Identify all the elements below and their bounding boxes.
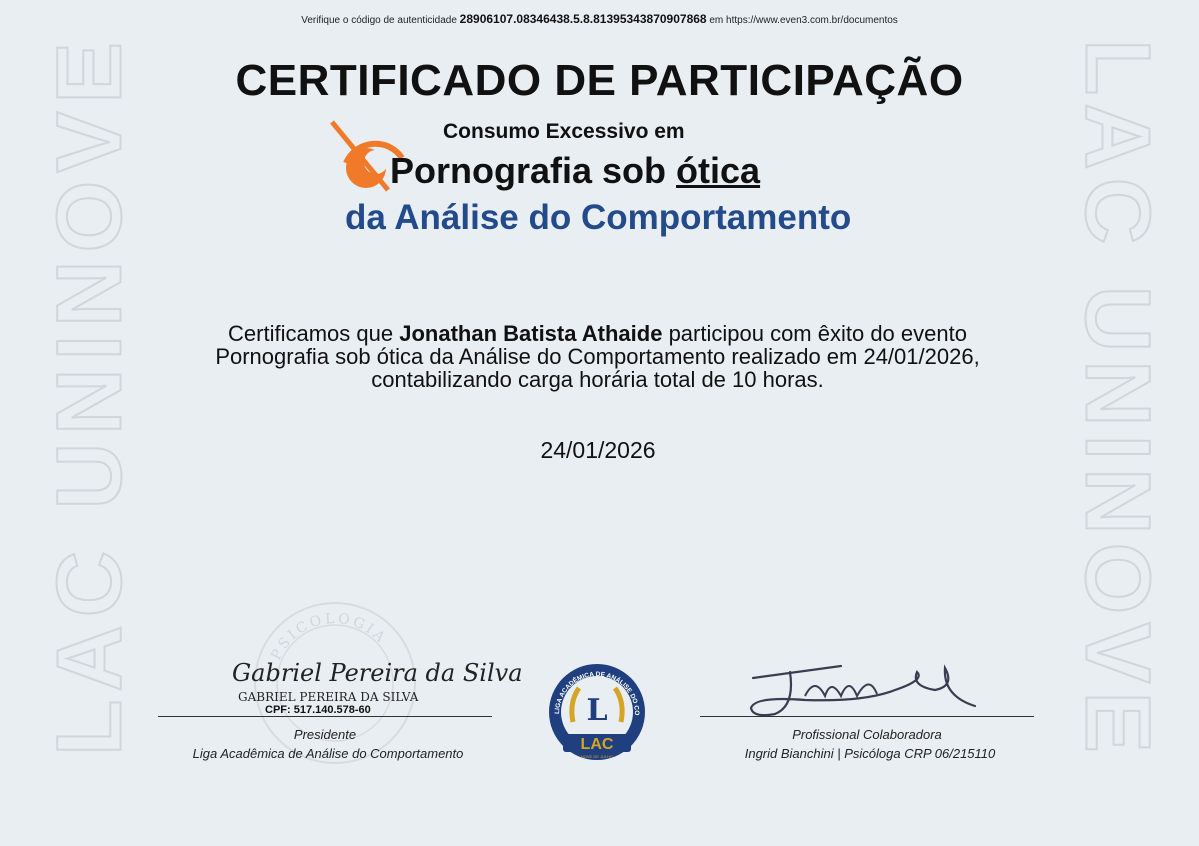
participant-name: Jonathan Batista Athaide [399,321,663,346]
watermark-right: LAC UNINOVE [1066,39,1169,761]
body-prefix: Certificamos que [228,321,400,346]
seal-ring-text: PSICOLOGIA [268,610,390,663]
event-line-1: Consumo Excessivo em [443,120,685,143]
certificate-title: CERTIFICADO DE PARTICIPAÇÃO [235,56,964,105]
event-line-2b: ótica [676,150,761,191]
logo-date: NOVE DE JULHO [580,754,614,759]
event-line-2a: Pornografia sob [390,150,677,191]
logo-acronym: LAC [580,736,614,753]
left-signature-script: Gabriel Pereira da Silva [232,659,523,687]
left-signer-name: GABRIEL PEREIRA DA SILVA [238,690,419,704]
right-signer-org: Ingrid Bianchini | Psicóloga CRP 06/215110 [744,746,996,761]
event-line-2 [390,150,760,192]
verification-line [0,12,1199,26]
certificate-body [190,322,1005,391]
right-signer-role: Profissional Colaboradora [792,727,942,742]
verify-code: 28906107.08346438.5.8.81395343870907868 [459,12,707,26]
logo-ring-text: LIGA ACADÊMICA DE ANÁLISE DO CO [553,670,641,716]
left-signer-org: Liga Acadêmica de Análise do Comportamento [192,746,464,761]
right-signature-line [700,716,1034,717]
lac-logo [545,662,649,762]
left-signature-line [158,716,492,717]
body-suffix: participou com êxito do evento Pornografia sob ótica da Análise do Comportamento realizado em 24/01/2026, contabilizando carga horária total de 10 horas. [215,321,980,392]
left-signer-role: Presidente [293,727,357,742]
watermark-left: LAC UNINOVE [38,34,141,756]
event-line-3: da Análise do Comportamento [345,198,852,237]
issue-date: 24/01/2026 [540,437,656,463]
verify-prefix: Verifique o código de autenticidade [301,15,457,26]
verify-suffix: em https://www.even3.com.br/documentos [709,15,898,26]
left-signer-cpf: CPF: 517.140.578-60 [265,704,371,716]
logo-letter: L [586,693,608,728]
